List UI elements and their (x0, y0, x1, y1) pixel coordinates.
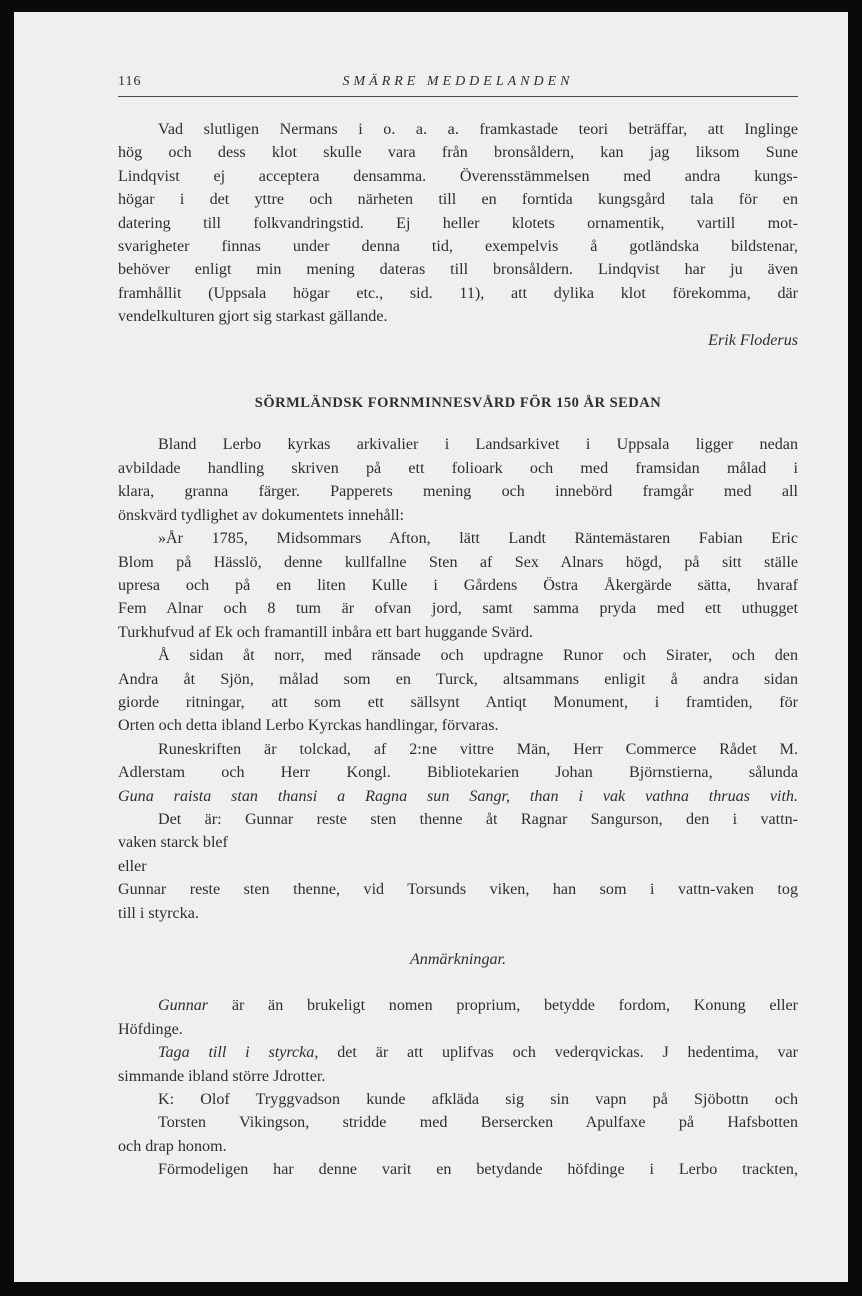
article-sormlandsk (118, 433, 798, 1181)
text-line: Höfdinge. (118, 1020, 183, 1038)
text-line: Lindqvist ej acceptera densamma. Överensstämmelsen med andra kungs- (118, 167, 798, 185)
note-text: det är att uplifvas och vederqvickas. J hedentima, var (337, 1044, 798, 1062)
author-signature: Erik Floderus (708, 331, 798, 349)
rune-reading-text: Guna raista stan thansi a Ragna sun Sangr, than i vak vathna thruas vith. (118, 787, 798, 805)
text-line: och drap honom. (118, 1137, 227, 1155)
text-line: svarigheter finnas under denna tid, exempelvis å gotländska bildstenar, (118, 238, 798, 256)
text-line: Vad slutligen Nermans i o. a. a. framkastade teori beträffar, att Inglinge (158, 121, 798, 138)
text-line: giorde ritningar, att som ett sällsynt Antiqt Monument, i framtiden, för (118, 693, 798, 711)
text-line: eller (118, 857, 147, 875)
text-line: »År 1785, Midsommars Afton, lätt Landt Räntemästaren Fabian Eric (158, 530, 798, 548)
text-line: Det är: Gunnar reste sten thenne åt Ragnar Sangurson, den i vattn- (158, 810, 798, 828)
spacer (118, 971, 798, 994)
text-line: Turkhufvud af Ek och framantill inbåra ett bart huggande Svärd. (118, 623, 534, 641)
text-line: hög och dess klot skulle vara från bronsåldern, kan jag liksom Sune (118, 144, 798, 162)
page-body (118, 118, 798, 1182)
note-term: Taga till i styrcka, (158, 1044, 319, 1062)
spacer (118, 925, 798, 948)
text-line: klara, granna färger. Papperets mening och innebörd framgår med all (118, 483, 798, 501)
text-line: Fem Alnar och 8 tum är ofvan jord, samt samma pryda med ett uthugget (118, 600, 798, 618)
text-line: Gunnar reste sten thenne, vid Torsunds viken, han som i vattn-vaken tog (118, 881, 798, 899)
text-line: Bland Lerbo kyrkas arkivalier i Landsarkivet i Uppsala ligger nedan (158, 436, 798, 454)
rune-reading (118, 785, 798, 808)
running-header (118, 74, 798, 97)
article-nermans-reply (118, 118, 798, 352)
notes-heading-text: Anmärkningar. (409, 951, 507, 968)
notes-heading (118, 948, 798, 971)
text-line: framhållit (Uppsala högar etc., sid. 11), att dylika klot förekomma, där (118, 284, 798, 302)
text-line: önskvärd tydlighet av dokumentets innehåll: (118, 506, 405, 524)
article-title: SÖRMLÄNDSK FORNMINNESVÅRD FÖR 150 ÅR SEDAN (254, 395, 662, 412)
text-line: Blom på Hässlö, denne kullfallne Sten af Sex Alnars högd, på sitt ställe (118, 553, 798, 571)
text-line: avbildade handling skriven på ett folioark och med framsidan målad i (118, 459, 798, 477)
note-line (118, 1041, 798, 1064)
running-title: SMÄRRE MEDDELANDEN (342, 74, 574, 89)
text-line: Torsten Vikingson, stridde med Bersercken Apulfaxe på Hafsbotten (158, 1114, 798, 1132)
text-line: upresa och på en liten Kulle i Gårdens Östra Åkergärde sätta, hvaraf (118, 576, 798, 594)
note-text: är än brukeligt nomen proprium, betydde fordom, Konung eller (231, 997, 798, 1015)
text-line: K: Olof Tryggvadson kunde afkläda sig sin vapn på Sjöbottn och (158, 1091, 798, 1109)
page-number: 116 (118, 74, 142, 89)
text-line: till i styrcka. (118, 904, 199, 922)
text-line: Förmodeligen har denne varit en betydande höfdinge i Lerbo trackten, (158, 1161, 798, 1179)
text-line: Andra åt Sjön, målad som en Turck, altsammans enligit å andra sidan (118, 670, 798, 688)
text-line: Å sidan åt norr, med ränsade och updragne Runor och Sirater, och den (158, 647, 798, 665)
text-line: högar i det yttre och närheten till en forntida kungsgård tala för en (118, 191, 798, 209)
text-line: simmande ibland större Jdrotter. (118, 1067, 326, 1085)
text-line: Runeskriften är tolckad, af 2:ne vittre Män, Herr Commerce Rådet M. (158, 740, 798, 758)
text-line: behöver enligt min mening dateras till bronsåldern. Lindqvist har ju även (118, 261, 798, 279)
note-term: Gunnar (158, 997, 209, 1015)
note-line (118, 994, 798, 1017)
text-line: Adlerstam och Herr Kongl. Bibliotekarien Johan Björnstierna, sålunda (118, 764, 798, 782)
text-line: vendelkulturen gjort sig starkast gällande. (118, 308, 388, 326)
text-line: Orten och detta ibland Lerbo Kyrckas handlingar, förvaras. (118, 717, 499, 735)
text-line: datering till folkvandringstid. Ej heller klotets ornamentik, vartill mot- (118, 214, 798, 232)
book-page (14, 12, 848, 1282)
text-line: vaken starck blef (118, 834, 228, 852)
